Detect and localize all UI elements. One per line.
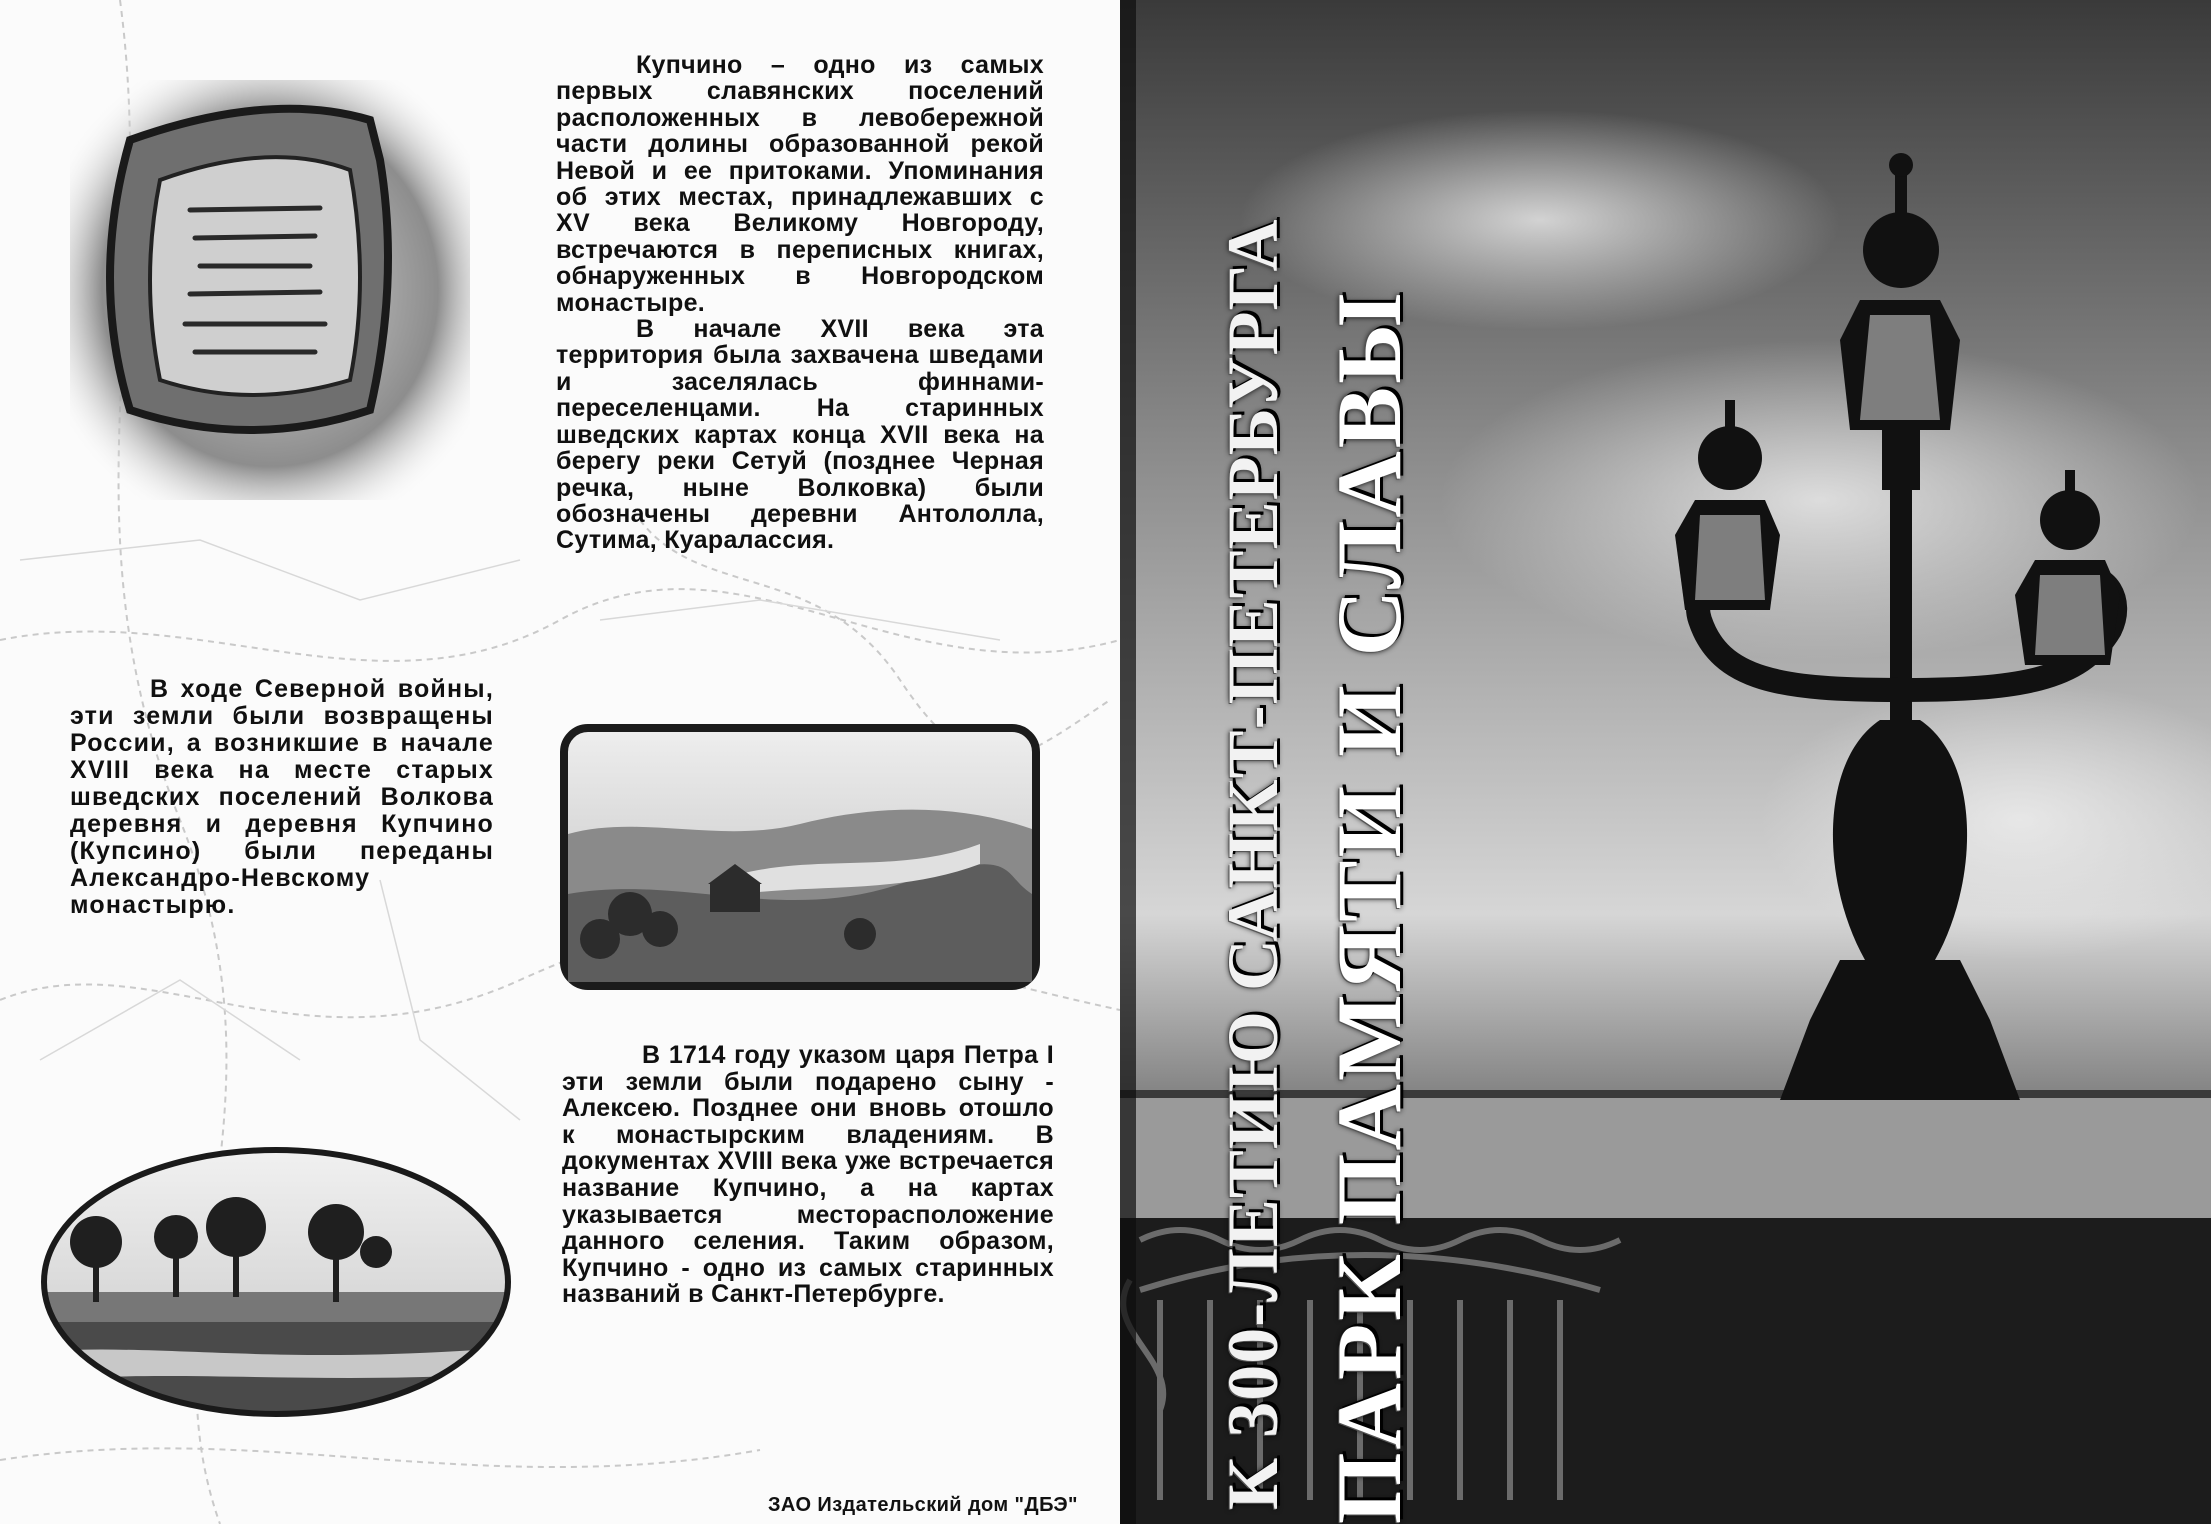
kupchino-bold: Купчино [562, 1253, 669, 1282]
trees-by-water-photo [36, 1142, 516, 1422]
cover-title: ПАРК ПАМЯТИ И СЛАВЫ [1318, 290, 1420, 1524]
publisher-label: ЗАО Издательский дом "ДБЭ" [768, 1494, 1078, 1516]
northern-war-text: В ходе Северной войны, эти земли были возвращены России, а возникшие в начале XVIII века на месте старых шведских поселений Волкова деревня и деревня Купчино (Купсино) были переданы Александро-Невскому монастырю. [70, 675, 494, 919]
memorial-plaque-photo [70, 80, 470, 500]
cover-subtitle: К 300-ЛЕТИЮ САНКТ-ПЕТЕРБУРГА [1213, 218, 1293, 1510]
kupchino-bold: Купчино (Купсино [70, 810, 494, 865]
cover-page [1120, 0, 2211, 1524]
intro-paragraph: – одно из самых первых славянских поселений расположенных в левобережной части долины образованной рекой Невой и ее притоками. Упоминания об этих местах, принадлежавших с XV века Великому Новгороду, встречаются в переписных книгах, обнаруженных в Новгородском монастыре. [556, 51, 1044, 317]
history-intro-text [556, 52, 1044, 554]
kupchino-bold: Купчино [712, 1173, 820, 1202]
landscape-photo [560, 724, 1040, 990]
swedish-period-paragraph: В начале XVII века эта территория была захвачена шведами и заселялась финнами-переселенцами. На старинных шведских картах конца XVII века на берегу реки Сетуй (позднее Черная речка, ныне Волковка) были обозначены деревни Антололла, Сутима, Куаралассия. [556, 315, 1044, 555]
peter-the-great-text: В 1714 году указом царя Петра I эти земли были подарено сыну - Алексею. Позднее они вновь отошло к монастырским владениям. В документах XVIII века уже встречается название Купчино, а на картах указывается месторасположение данного селения. Таким образом, Купчино - одно из самых старинных названий в Санкт-Петербурге. [562, 1041, 1055, 1309]
kupchino-lead: Купчино [636, 51, 743, 79]
